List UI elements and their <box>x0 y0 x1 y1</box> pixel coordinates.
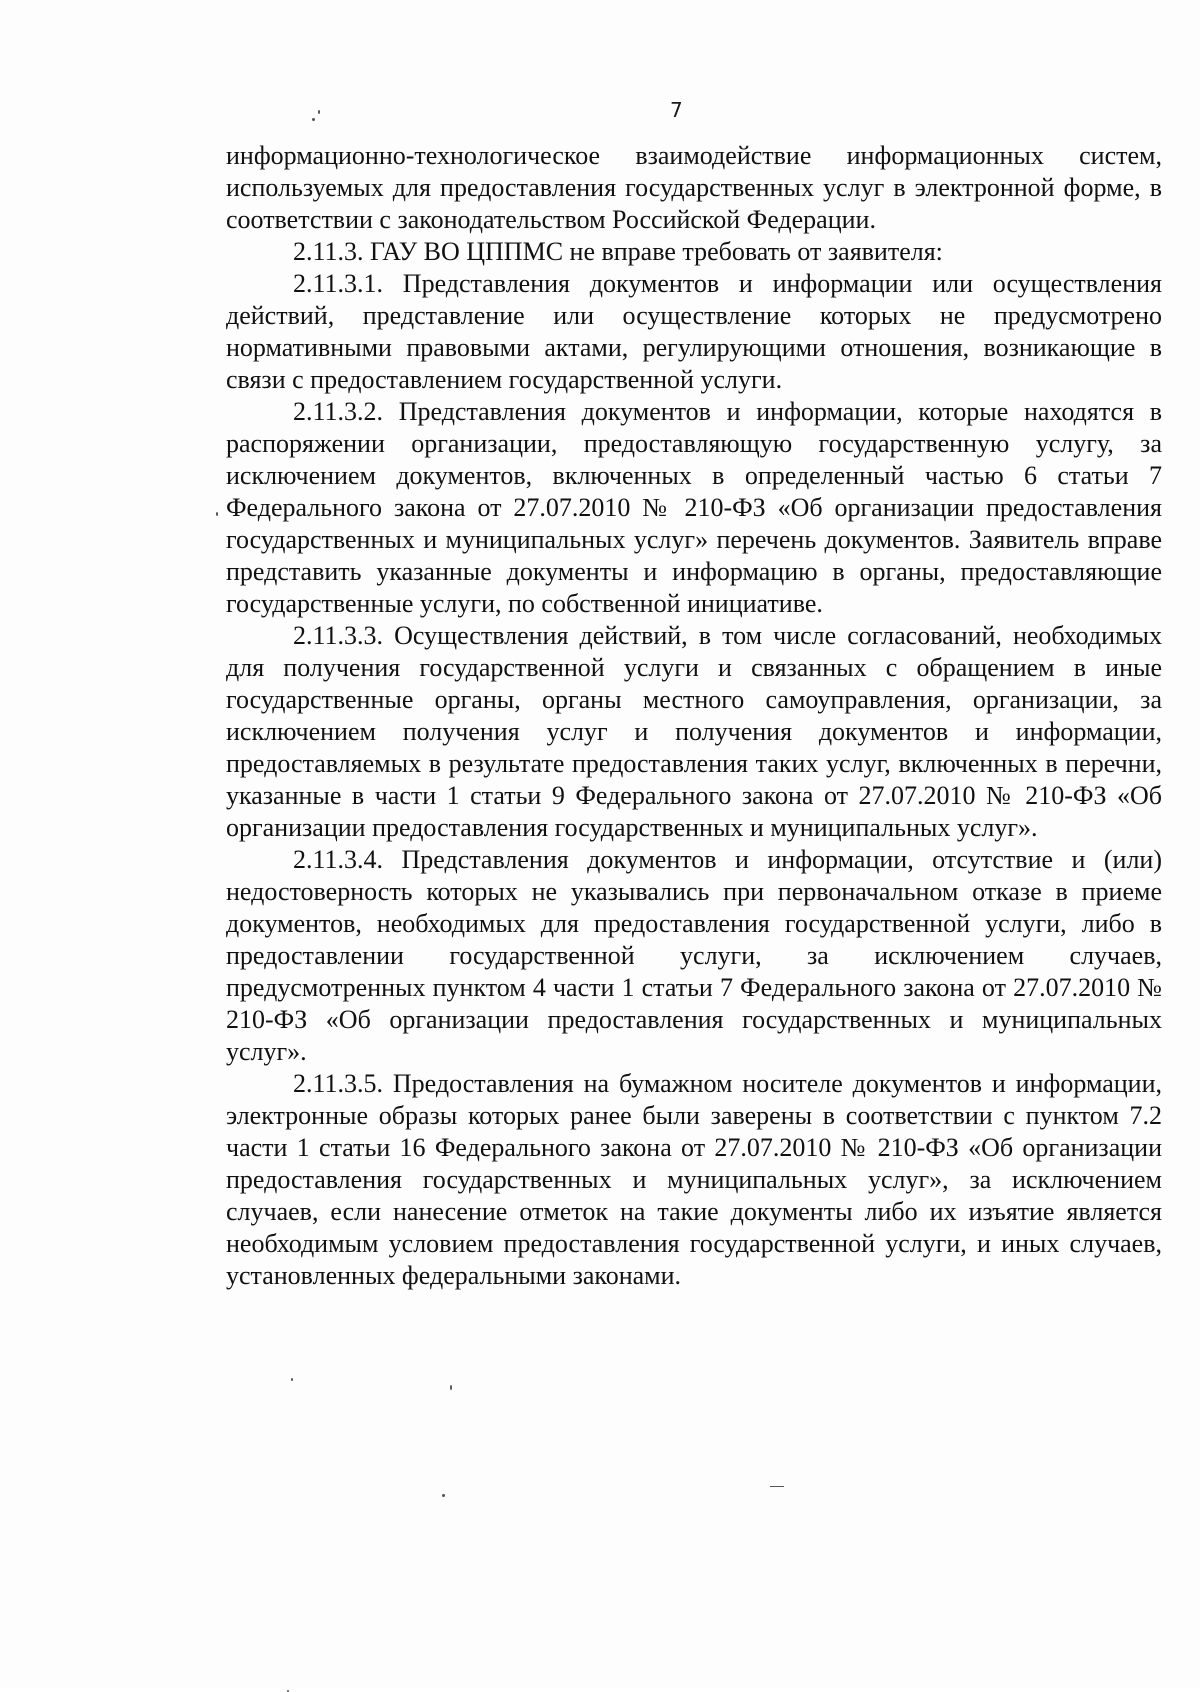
scan-speck <box>450 1385 452 1390</box>
paragraph-2-11-3: 2.11.3. ГАУ ВО ЦППМС не вправе требовать от заявителя: <box>293 237 943 266</box>
scan-speck <box>312 118 315 121</box>
paragraph-continuation: информационно-технологическое взаимодействие информационных систем, используемых для предоставления государственных услуг в электронной форме, в соответствии с законодательством Российской Федерации. <box>226 141 1162 234</box>
paragraph-2-11-3-4: 2.11.3.4. Представления документов и информации, отсутствие и (или) недостоверность которых не указывались при первоначальном отказе в приеме документов, необходимых для предоставления государственной услуги, либо в предоставлении государственной услуги, за исключением случаев, предусмотренных пунктом 4 части 1 статьи 7 Федерального закона от 27.07.2010 № 210-ФЗ «Об организации предоставления государственных и муниципальных услуг». <box>226 845 1162 1066</box>
scan-speck <box>291 1378 293 1381</box>
paragraph-2-11-3-3: 2.11.3.3. Осуществления действий, в том числе согласований, необходимых для получения государственной услуги и связанных с обращением в иные государственные органы, органы местного самоуправления, организации, за исключением получения услуг и получения документов и информации, предоставляемых в результате предоставления таких услуг, включенных в перечни, указанные в части 1 статьи 9 Федерального закона от 27.07.2010 № 210-ФЗ «Об организации предоставления государственных и муниципальных услуг». <box>226 621 1162 842</box>
paragraph-2-11-3-5: 2.11.3.5. Предоставления на бумажном носителе документов и информации, электронные образы которых ранее были заверены в соответствии с пунктом 7.2 части 1 статьи 16 Федерального закона от 27.07.2010 № 210-ФЗ «Об организации предоставления государственных и муниципальных услуг», за исключением случаев, если нанесение отметок на такие документы либо их изъятие является необходимым условием предоставления государственной услуги, и иных случаев, установленных федеральными законами. <box>226 1069 1162 1290</box>
document-body <box>226 140 1162 1292</box>
paragraph-2-11-3-1: 2.11.3.1. Представления документов и информации или осуществления действий, представление или осуществление которых не предусмотрено нормативными правовыми актами, регулирующими отношения, возникающие в связи с предоставлением государственной услуги. <box>226 269 1162 394</box>
scan-speck <box>770 1486 784 1487</box>
scan-speck <box>216 512 218 516</box>
page-number: 7 <box>670 98 683 122</box>
scan-speck <box>318 110 320 114</box>
paragraph-2-11-3-2: 2.11.3.2. Представления документов и информации, которые находятся в распоряжении организации, предоставляющую государственную услугу, за исключением документов, включенных в определенный частью 6 статьи 7 Федерального закона от 27.07.2010 № 210-ФЗ «Об организации предоставления государственных и муниципальных услуг» перечень документов. Заявитель вправе представить указанные документы и информацию в органы, предоставляющие государственные услуги, по собственной инициативе. <box>226 397 1162 618</box>
scan-speck <box>442 1494 445 1497</box>
